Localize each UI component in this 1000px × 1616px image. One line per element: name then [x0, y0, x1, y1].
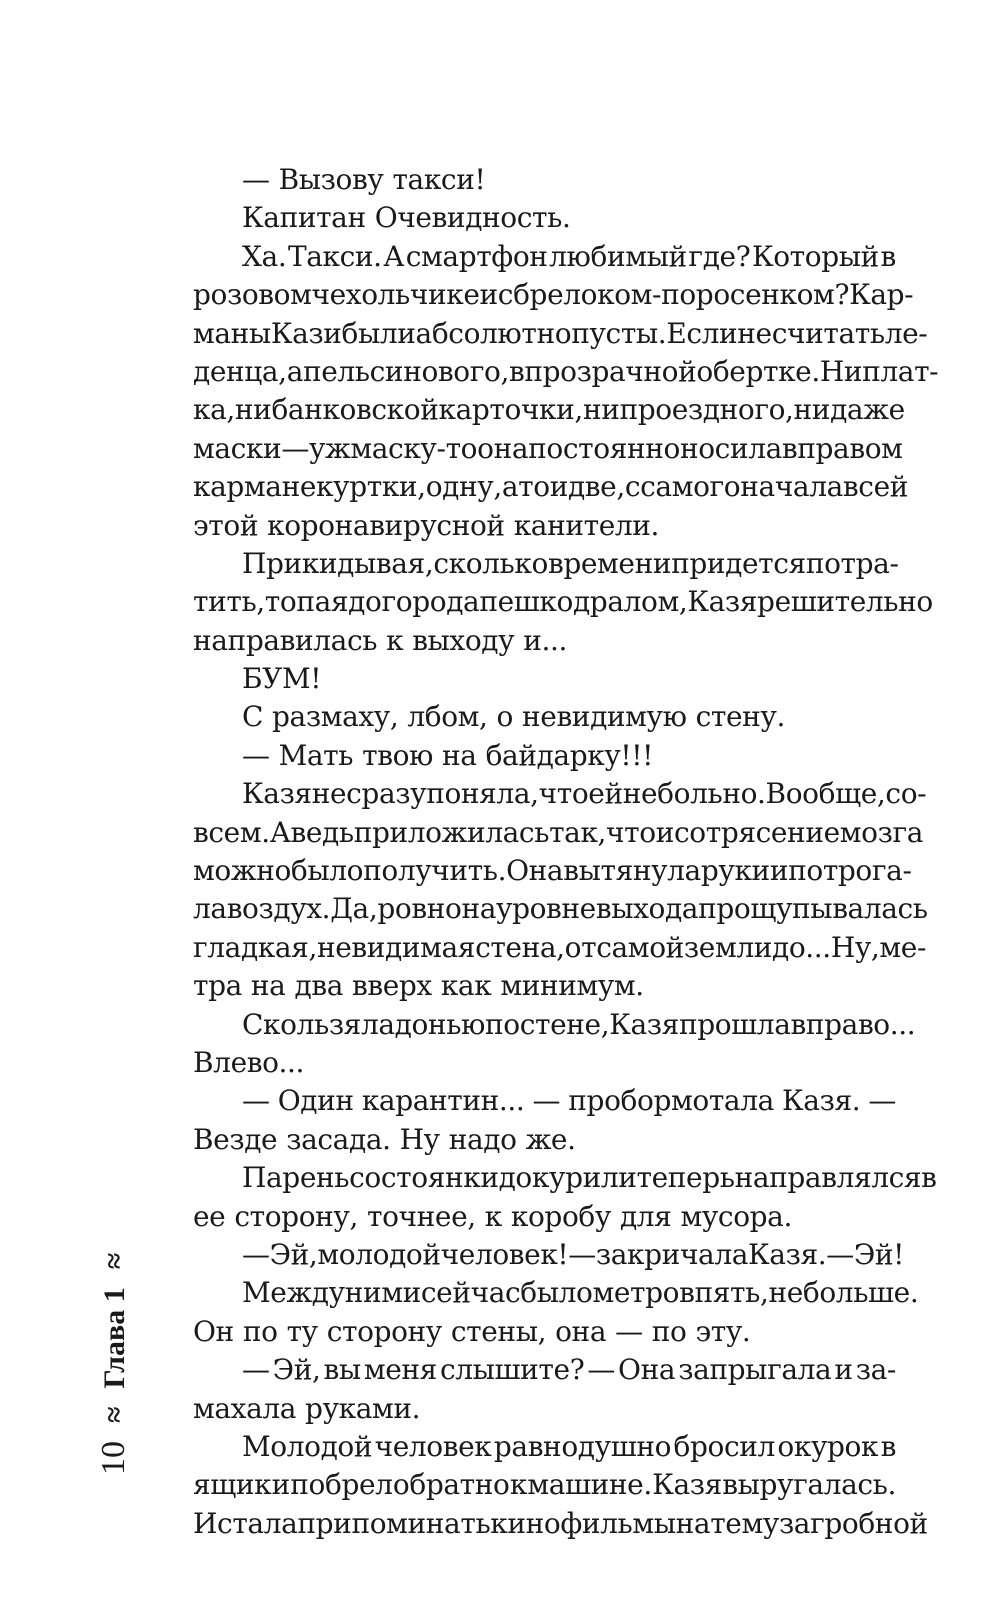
- text-line: всем. А ведь приложилась так, что и сотрясение мозга: [193, 815, 924, 849]
- text-line: Капитан Очевидность.: [242, 201, 571, 235]
- text-line: этой коронавирусной канители.: [193, 508, 660, 542]
- text-line: махала руками.: [193, 1391, 421, 1425]
- text-line: ящик и побрел обратно к машине. Казя выругалась.: [193, 1468, 896, 1502]
- text-line: И стала припоминать кинофильмы на тему загробной: [193, 1506, 928, 1540]
- ornament-right: ≈: [98, 1252, 131, 1270]
- text-line: денца, апельсинового, в прозрачной обертке. Ни плат-: [193, 354, 939, 388]
- text-line: Он по ту сторону стены, она — по эту.: [193, 1314, 751, 1348]
- text-line: — Один карантин... — пробормотала Казя. —: [242, 1084, 896, 1118]
- text-line: ла воздух. Да, ровно на уровне выхода прощупывалась: [193, 892, 928, 926]
- text-line: тить, топая до города пешкодралом, Казя решительно: [193, 585, 933, 619]
- text-line: Скользя ладонью по стене, Казя прошла вправо...: [242, 1007, 916, 1041]
- body-text: [193, 161, 939, 1543]
- text-line: ка, ни банковской карточки, ни проездного, ни даже: [193, 393, 905, 427]
- text-line: можно было получить. Она вытянула руки и потрога-: [193, 854, 912, 888]
- text-line: ее сторону, точнее, к коробу для мусора.: [193, 1199, 792, 1233]
- text-line: тра на два вверх как минимум.: [193, 969, 644, 1003]
- text-line: Между ними сейчас было метров пять, не больше.: [242, 1276, 919, 1310]
- text-line: Парень со стоянки докурил и теперь направлялся в: [242, 1161, 937, 1195]
- text-line: — Эй, молодой человек! — закричала Казя. — Эй!: [242, 1237, 904, 1271]
- text-line: Везде засада. Ну надо же.: [193, 1122, 576, 1156]
- text-line: — Мать твою на байдарку!!!: [242, 738, 653, 772]
- text-line: кармане куртки, одну, а то и две, с самого начала всей: [193, 470, 908, 504]
- chapter-title: Глава 1: [98, 1287, 131, 1389]
- text-line: С размаху, лбом, о невидимую стену.: [242, 700, 785, 734]
- text-line: Молодой человек равнодушно бросил окурок в: [242, 1429, 896, 1463]
- text-line: — Вызову такси!: [242, 163, 486, 196]
- text-line: маски — уж маску-то она постоянно носила в правом: [193, 431, 903, 465]
- text-line: Ха. Такси. А смартфон любимый где? Который в: [242, 239, 896, 273]
- running-head: [95, 1253, 133, 1475]
- text-line: гладкая, невидимая стена, от самой земли до... Ну, ме-: [193, 930, 927, 964]
- text-line: БУМ!: [242, 662, 322, 696]
- text-line: направилась к выходу и...: [193, 623, 567, 657]
- text-line: Казя не сразу поняла, что ей не больно. Вообще, со-: [242, 777, 927, 811]
- text-line: розовом чехольчике и с брелоком-поросенком? Кар-: [193, 278, 914, 312]
- page-number: 10: [95, 1441, 132, 1475]
- ornament-left: ≈: [98, 1406, 131, 1423]
- text-line: Прикидывая, сколько времени придется потра-: [242, 546, 899, 580]
- text-line: — Эй, вы меня слышите? — Она запрыгала и за-: [242, 1353, 896, 1387]
- text-line: маны Кази были абсолютно пусты. Если не считать ле-: [193, 316, 928, 350]
- text-line: Влево...: [193, 1045, 305, 1079]
